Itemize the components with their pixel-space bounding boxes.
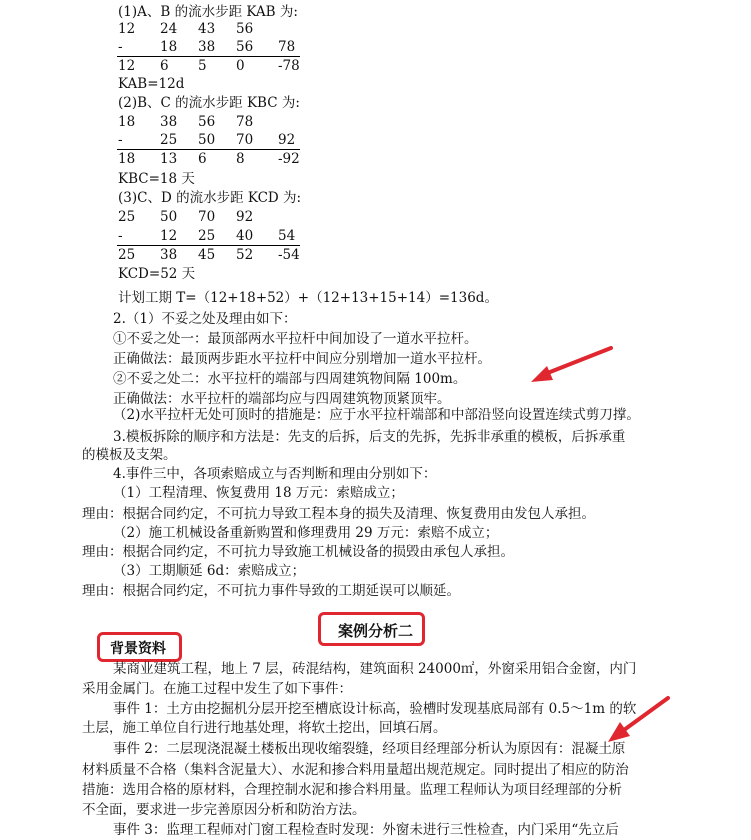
background-line: 采用金属门。在施工过程中发生了如下事件： (82, 681, 352, 697)
table-cell: 50 (198, 132, 216, 148)
table-cell: 5 (198, 58, 207, 74)
table-rule (117, 149, 300, 150)
table-cell: 92 (236, 209, 254, 225)
answer-line: 正确做法：水平拉杆的端部均应与四周建筑物顶紧顶牢。 (113, 391, 451, 407)
answer-line: 的模板及支架。 (82, 447, 177, 463)
table-cell: 70 (236, 132, 254, 148)
background-line: 土层，施工单位自行进行地基处理，将软土挖出，回填石屑。 (82, 720, 447, 736)
table-cell: 12 (160, 228, 178, 244)
table-cell: 6 (160, 58, 169, 74)
table-cell: 25 (118, 247, 136, 263)
table-cell: - (118, 228, 123, 244)
table-cell: -92 (278, 151, 300, 167)
table-cell: 43 (198, 21, 216, 37)
kbc-result: KBC=18 天 (118, 171, 195, 187)
table-cell: 92 (278, 132, 296, 148)
table-cell: 52 (236, 247, 254, 263)
red-arrow-icon (525, 344, 615, 386)
table-rule (117, 56, 300, 57)
kab-result: KAB=12d (118, 76, 185, 92)
case-title: 案例分析二 (338, 622, 414, 640)
table-cell: 38 (160, 247, 178, 263)
table-cell: 78 (236, 114, 254, 130)
table-cell: 25 (198, 228, 216, 244)
table-cell: 54 (278, 228, 296, 244)
table-cell: -54 (278, 247, 300, 263)
answer-line: 理由：根据合同约定，不可抗力导致工程本身的损失及清理、恢复费用由发包人承担。 (82, 506, 595, 522)
table-cell: -78 (278, 58, 300, 74)
table-cell: 8 (236, 151, 245, 167)
table-cell: 12 (118, 58, 136, 74)
table-cell: 50 (160, 209, 178, 225)
table-cell: - (118, 39, 123, 55)
table-cell: 70 (198, 209, 216, 225)
background-line: 材料质量不合格（集料含泥量大）、水泥和掺合料用量超出规范规定。同时提出了相应的防治 (82, 762, 629, 778)
answer-line: 4.事件三中，各项索赔成立与否判断和理由分别如下： (113, 466, 437, 482)
answer-line: 理由：根据合同约定，不可抗力事件导致的工期延误可以顺延。 (82, 583, 460, 599)
table-cell: 0 (236, 58, 245, 74)
table-cell: 56 (236, 21, 254, 37)
background-line: 某商业建筑工程，地上 7 层，砖混结构，建筑面积 24000㎡，外窗采用铝合金窗，内门 (113, 661, 637, 677)
table-cell: 24 (160, 21, 178, 37)
answer-line: 2.（1）不妥之处及理由如下： (113, 311, 297, 327)
answer-line: （1）工程清理、恢复费用 18 万元：索赔成立； (113, 485, 404, 501)
answer-line: （2)水平拉杆无处可顶时的措施是：应于水平拉杆端部和中部沿竖向设置连续式剪刀撑。 (113, 407, 640, 423)
background-line: 措施：选用合格的原材料，合理控制水泥和掺合料用量。监理工程师认为项目经理部的分析 (82, 782, 622, 798)
table-cell: 13 (160, 151, 178, 167)
table-cell: 38 (198, 39, 216, 55)
table-cell: 25 (160, 132, 178, 148)
table-cell: 6 (198, 151, 207, 167)
answer-line: （3）工期顺延 6d：索赔成立； (113, 563, 306, 579)
table-cell: 56 (236, 39, 254, 55)
answer-line: （2）施工机械设备重新购置和修理费用 29 万元：索赔不成立； (113, 525, 499, 541)
kab-heading: (1)A、B 的流水步距 KAB 为: (118, 4, 298, 20)
background-title: 背景资料 (110, 641, 166, 657)
background-line: 事件 3：监理工程师对门窗工程检查时发现：外窗未进行三性检查，内门采用“先立后 (113, 822, 619, 838)
background-line: 不全面，要求进一步完善原因分析和防治方法。 (82, 802, 366, 818)
table-cell: - (118, 132, 123, 148)
red-arrow-icon (602, 694, 672, 746)
table-cell: 78 (278, 39, 296, 55)
table-cell: 45 (198, 247, 216, 263)
answer-line: ②不妥之处二：水平拉杆的端部与四周建筑物间隔 100m。 (113, 371, 467, 387)
table-cell: 40 (236, 228, 254, 244)
answer-line: 正确做法：最顶两步距水平拉杆中间应分别增加一道水平拉杆。 (113, 351, 491, 367)
answer-line: 3.模板拆除的顺序和方法是：先支的后拆，后支的先拆，先拆非承重的模板，后拆承重 (113, 429, 626, 445)
table-cell: 12 (118, 21, 136, 37)
background-line: 事件 2：二层现浇混凝土楼板出现收缩裂缝，经项目经理部分析认为原因有：混凝土原 (113, 741, 626, 757)
background-line: 事件 1：土方由挖掘机分层开挖至槽底设计标高，验槽时发现基底局部有 0.5～1m 的软 (113, 701, 637, 717)
table-cell: 18 (118, 114, 136, 130)
table-cell: 38 (160, 114, 178, 130)
kbc-heading: (2)B、C 的流水步距 KBC 为: (118, 95, 300, 111)
answer-line: 理由：根据合同约定，不可抗力导致施工机械设备的损毁由承包人承担。 (82, 544, 514, 560)
kcd-heading: (3)C、D 的流水步距 KCD 为: (118, 190, 302, 206)
answer-line: ①不妥之处一：最顶部两水平拉杆中间加设了一道水平拉杆。 (113, 331, 478, 347)
table-cell: 56 (198, 114, 216, 130)
kcd-result: KCD=52 天 (118, 266, 196, 282)
table-cell: 18 (118, 151, 136, 167)
table-cell: 25 (118, 209, 136, 225)
table-cell: 18 (160, 39, 178, 55)
planned-duration: 计划工期 T=（12+18+52）+（12+13+15+14）=136d。 (118, 290, 498, 306)
